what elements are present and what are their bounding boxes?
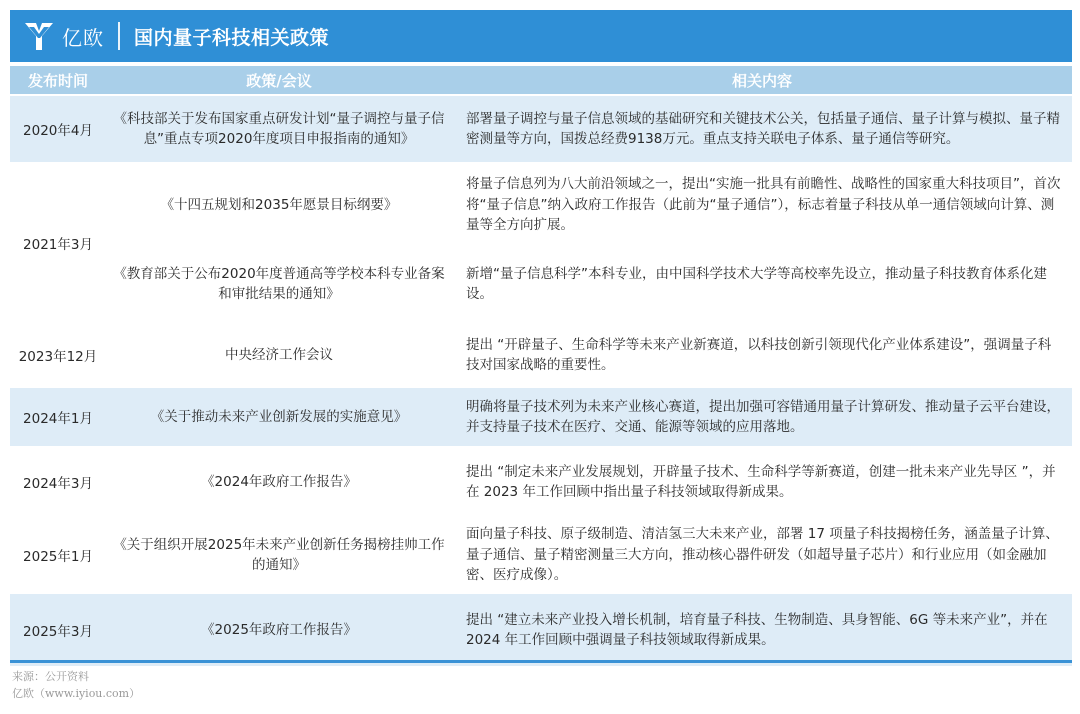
row-policy: 《科技部关于发布国家重点研发计划“量子调控与量子信息”重点专项2020年度项目申报指南的通知》 [113,111,445,147]
column-header-content: 相关内容 [731,71,792,90]
column-header-policy: 政策/会议 [246,71,312,90]
source-text: 来源：公开资料 [12,670,89,683]
column-header-date: 发布时间 [27,71,88,90]
row-policy: 中央经济工作会议 [225,347,333,363]
table-row [10,322,1072,386]
row-policy: 《教育部关于公布2020年度普通高等学校本科专业备案和审批结果的通知》 [113,266,445,302]
row-content: 部署量子调控与量子信息领域的基础研究和关键技术公关，包括量子通信、量子计算与模拟、量子精密测量等方向，国拨总经费9138万元。重点支持关联电子体系、量子通信等研究。 [466,110,1060,147]
row-policy: 《关于组织开展2025年未来产业创新任务揭榜挂帅工作的通知》 [113,537,445,573]
source-note [12,668,140,702]
sub-row [106,164,1072,246]
row-date: 2020年4月 [23,123,93,139]
row-policy: 《2024年政府工作报告》 [201,474,357,490]
logo-text: 亿欧 [62,25,104,50]
row-content: 将量子信息列为八大前沿领域之一，提出“实施一批具有前瞻性、战略性的国家重大科技项目”，首次将“量子信息”纳入政府工作报告（此前为“量子通信”），标志着量子科技从单一通信领域向计算、测量等全方向扩展。 [466,176,1061,234]
table-row [10,516,1072,592]
row-policy: 《关于推动未来产业创新发展的实施意见》 [150,409,408,425]
table-row [10,592,1072,666]
row-content: 明确将量子技术列为未来产业核心赛道，提出加强可容错通用量子计算研发、推动量子云平台建设，并支持量子技术在医疗、交通、能源等领域的应用落地。 [466,398,1060,435]
row-content: 面向量子科技、原子级制造、清洁氢三大未来产业，部署 17 项量子科技揭榜任务，涵盖量子计算、量子通信、量子精密测量三大方向，推动核心器件研发（如超导量子芯片）和行业应用（如金融加密、医疗成像）。 [466,526,1059,584]
row-content: 提出 “制定未来产业发展规划，开辟量子技术、生命科学等新赛道，创建一批未来产业先导区 ”，并在 2023 年工作回顾中指出量子科技领域取得新成果。 [466,463,1056,500]
source-brand: 亿欧（www.iyiou.com） [12,687,141,700]
row-date: 2021年3月 [23,237,93,253]
row-content: 提出 “开辟量子、生命科学等未来产业新赛道，以科技创新引领现代化产业体系建设”，强调量子科技对国家战略的重要性。 [466,336,1052,373]
yiou-logo-icon [22,19,56,53]
table-header [10,66,1072,94]
header-bar [10,10,1072,62]
row-group [106,164,1072,322]
row-content: 新增“量子信息科学”本科专业，由中国科学技术大学等高校率先设立，推动量子科技教育体系化建设。 [466,265,1047,302]
row-date: 2025年1月 [23,549,93,565]
table-row [10,94,1072,162]
sub-row [106,246,1072,322]
logo [22,19,104,53]
page-title: 国内量子科技相关政策 [134,26,330,49]
row-policy: 《十四五规划和2035年愿景目标纲要》 [160,197,398,213]
table-row [10,386,1072,446]
table-row [10,446,1072,516]
row-content: 提出 “建立未来产业投入增长机制，培育量子科技、生物制造、具身智能、6G 等未来产业”，并在 2024 年工作回顾中强调量子科技领域取得新成果。 [466,611,1048,648]
row-policy: 《2025年政府工作报告》 [201,622,357,638]
row-date: 2024年3月 [23,476,93,492]
header-divider [118,22,120,50]
table-row [10,162,1072,322]
row-date: 2024年1月 [23,411,93,427]
table-bottom-border [10,660,1072,663]
policy-table [10,66,1072,666]
row-date: 2025年3月 [23,624,93,640]
row-date: 2023年12月 [18,349,98,365]
